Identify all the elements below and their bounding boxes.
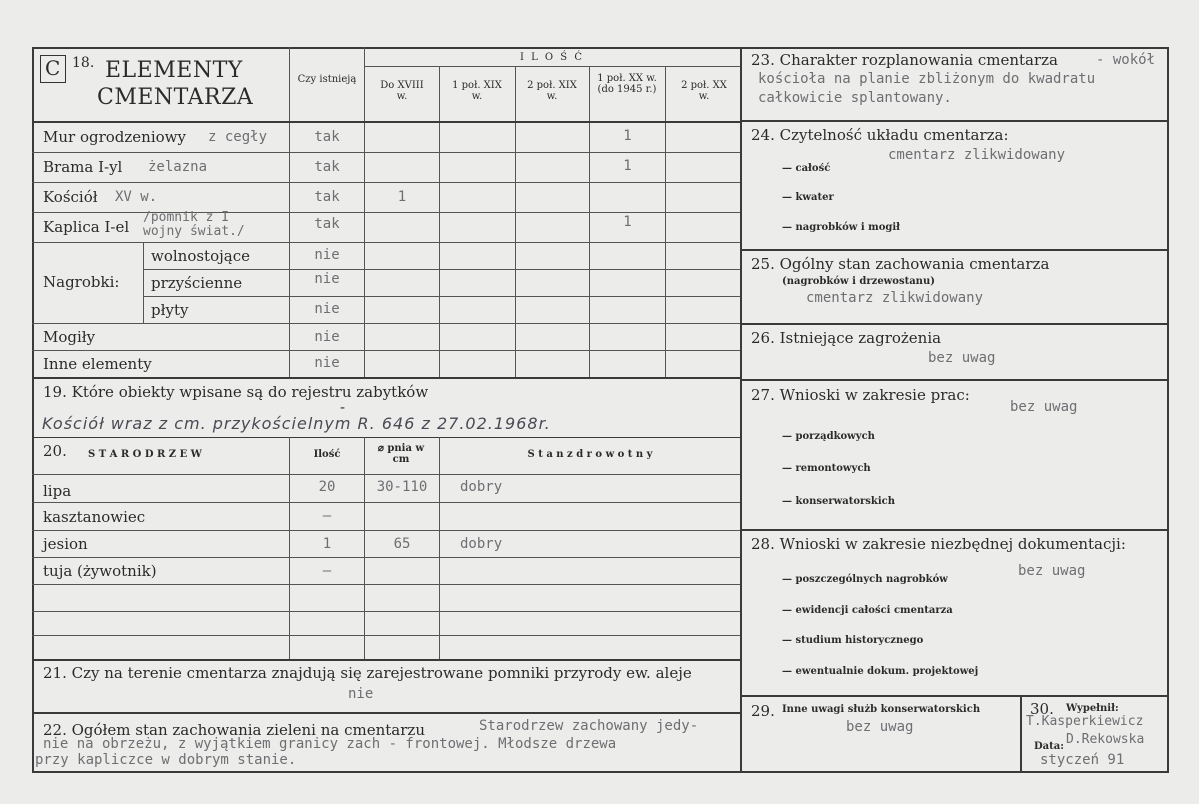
section-22-line-3: przy kapliczce w dobrym stanie. [35,752,297,768]
section-22-title: 22. Ogółem stan zachowania zieleni na cmentarzu [43,721,425,739]
tree-row-jesion: jesion [43,535,88,553]
section-24-item-kwater: — kwater [782,192,834,203]
section-23-line-3: całkowicie splantowany. [758,90,952,106]
section-21-answer: nie [348,686,374,702]
section-18-title-1: ELEMENTY [105,58,243,83]
section-19-dash: - [340,398,346,416]
row-label-kosciol: Kościół [43,188,98,206]
tree-row-lipa: lipa [43,482,72,500]
section-18-title-2: CMENTARZA [97,85,254,110]
col-1pol-xx: 1 poł. XX w. (do 1945 r.) [597,73,657,95]
section-24-item-calosc: — całość [782,163,831,174]
col-ilosc-drzew: Ilość [313,449,341,460]
row-typed-brama: żelazna [148,159,208,175]
czy-kosciol: tak [314,189,340,205]
section-21-title: 21. Czy na terenie cmentarza znajdują się zarejestrowane pomniki przyrody ew. aleje [43,664,692,682]
section-25-subtitle: (nagrobków i drzewostanu) [782,276,935,287]
czy-przyscienne: nie [314,271,340,287]
section-25-title: 25. Ogólny stan zachowania cmentarza [751,255,1050,273]
row-label-nagrobki: Nagrobki: [43,273,120,291]
czy-kaplica: tak [314,216,340,232]
section-30-title: Wypełnił: [1066,703,1119,714]
section-30-date: styczeń 91 [1040,752,1125,768]
section-30-number: 30. [1030,700,1054,718]
section-18-number: 18. [72,55,95,71]
section-23-line-2: kościoła na planie zbliżonym do kwadratu [758,71,1096,87]
tree-lipa-stan: dobry [460,479,503,495]
section-27-item-konserwatorskich: — konserwatorskich [782,496,895,507]
section-26-title: 26. Istniejące zagrożenia [751,329,942,347]
row-typed-kaplica-1: /pomnik z I [143,210,230,225]
col-1pol-xix: 1 poł. XIX w. [452,80,502,102]
section-27-title: 27. Wnioski w zakresie prac: [751,386,970,404]
col-2pol-xix: 2 poł. XIX w. [527,80,577,102]
section-29-number: 29. [751,702,775,720]
czy-wolnostojace: nie [314,247,340,263]
section-19-handwritten: Kościół wraz z cm. przykościelnym R. 646 z 27.02.1968r. [42,414,551,433]
section-27-item-remontowych: — remontowych [782,463,871,474]
section-28-title: 28. Wnioski w zakresie niezbędnej dokumentacji: [751,535,1126,553]
row-label-wolnostojace: wolnostojące [151,247,250,265]
col-2pol-xx: 2 poł. XX w. [681,80,727,102]
czy-mur: tak [314,129,340,145]
section-27-typed: bez uwag [1010,399,1078,415]
tree-row-kasztanowiec: kasztanowiec [43,508,146,526]
czy-plyty: nie [314,301,340,317]
col-czy-istnieja: Czy istnieją [297,74,357,85]
section-29-title: Inne uwagi służb konserwatorskich [782,704,981,715]
section-20-title: S T A R O D R Z E W [88,449,202,460]
section-28-item-studium: — studium historycznego [782,635,924,646]
czy-brama: tak [314,159,340,175]
tree-tuja-ilosc: – [322,563,332,579]
count-kaplica-1polxx: 1 [623,214,632,230]
section-27-item-porzadkowych: — porządkowych [782,431,875,442]
section-22-line-2: nie na obrzeżu, z wyjątkiem granicy zach - frontowej. Młodsze drzewa [43,736,617,752]
row-label-kaplica: Kaplica I-el [43,218,130,236]
section-30-name-2: D.Rekowska [1066,732,1145,747]
tree-lipa-pnia: 30-110 [376,479,428,495]
czy-mogily: nie [314,329,340,345]
count-mur-1polxx: 1 [623,128,632,144]
section-28-typed: bez uwag [1018,563,1086,579]
tree-jesion-pnia: 65 [393,536,411,552]
section-28-item-ewidencji: — ewidencji całości cmentarza [782,605,953,616]
row-label-mogily: Mogiły [43,328,96,346]
col-do-xviii: Do XVIII w. [380,80,424,102]
col-ilosc: I L O Ś Ć [519,52,584,63]
section-30-name-1: T.Kasperkiewicz [1026,714,1144,729]
section-26-typed: bez uwag [928,350,996,366]
section-22-line-1: Starodrzew zachowany jedy- [479,718,699,734]
section-24-title: 24. Czytelność układu cmentarza: [751,126,1009,144]
section-24-item-nagrobkow: — nagrobków i mogił [782,222,901,233]
row-typed-kaplica-2: wojny świat./ [143,224,245,239]
tree-jesion-ilosc: 1 [322,536,332,552]
row-typed-kosciol: XV w. [115,189,158,205]
section-29-typed: bez uwag [846,719,914,735]
czy-inne: nie [314,355,340,371]
row-label-plyty: płyty [151,301,189,319]
section-24-typed: cmentarz zlikwidowany [888,147,1066,163]
section-c-letter: C [45,56,61,80]
tree-kasztanowiec-ilosc: – [322,508,332,524]
row-label-brama: Brama I-yl [43,158,123,176]
col-stan: S t a n z d r o w o t n y [527,449,653,460]
count-kosciol-xviii: 1 [397,189,407,205]
section-23-line-1: - wokół [1096,52,1156,68]
row-label-przyscienne: przyścienne [151,274,243,292]
tree-row-tuja: tuja (żywotnik) [43,562,157,580]
section-28-item-projektowej: — ewentualnie dokum. projektowej [782,666,979,677]
tree-jesion-stan: dobry [460,536,503,552]
section-20-number: 20. [43,442,67,460]
row-typed-mur: z cegły [208,129,268,145]
section-19-title: 19. Które obiekty wpisane są do rejestru zabytków [43,383,429,401]
row-label-mur: Mur ogrodzeniowy [43,128,186,146]
section-28-item-nagrobkow: — poszczególnych nagrobków [782,574,948,585]
section-25-typed: cmentarz zlikwidowany [806,290,984,306]
row-label-inne: Inne elementy [43,355,152,373]
section-30-date-label: Data: [1034,741,1064,752]
count-brama-1polxx: 1 [623,158,632,174]
col-pnia: ⌀ pnia w cm [377,443,425,465]
section-23-title: 23. Charakter rozplanowania cmentarza [751,51,1058,69]
tree-lipa-ilosc: 20 [318,479,336,495]
